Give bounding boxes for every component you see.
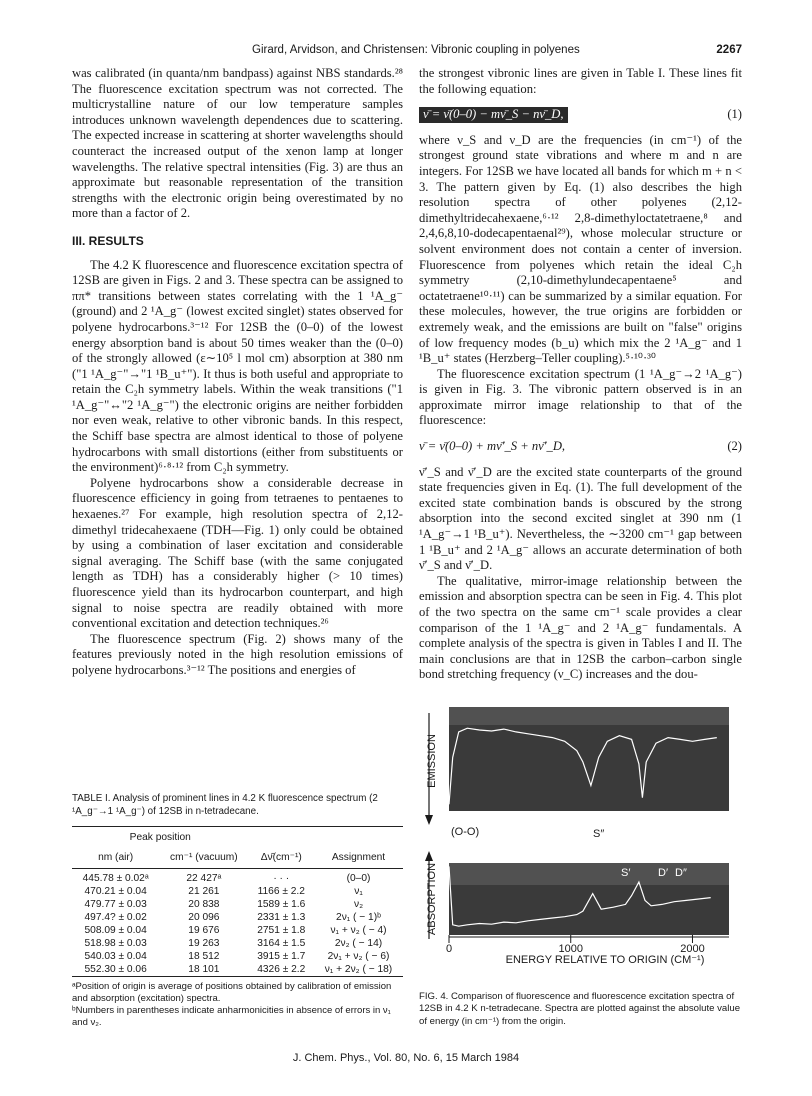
figure-caption: FIG. 4. Comparison of fluorescence and fluorescence excitation spectra of 12SB in 4.2 K n-tetradecane. Spectra are plotted against the absolute value of energy (in cm⁻¹) from the origin. <box>419 991 741 1027</box>
page-number: 2267 <box>716 44 742 56</box>
absorption-arrow-icon <box>425 851 433 861</box>
figure-4 <box>419 703 742 1028</box>
right-column <box>419 66 742 683</box>
figure-4-plot <box>419 703 742 978</box>
paragraph: the strongest vibronic lines are given in Table I. These lines fit the following equation: <box>419 66 742 96</box>
table-cell: 2751 ± 1.8 <box>257 925 306 936</box>
table-cell: ν₁ + ν₂ ( − 4) <box>330 925 387 936</box>
running-title: Girard, Arvidson, and Christensen: Vibronic coupling in polyenes <box>252 44 580 56</box>
column-header: nm (air) <box>98 852 134 863</box>
table-row <box>72 950 403 963</box>
table-cell: 18 512 <box>188 951 220 962</box>
x-tick-label: 2000 <box>680 943 705 955</box>
data-table <box>72 826 403 977</box>
table-group-header: Peak position <box>129 832 191 843</box>
table-cell: 470.21 ± 0.04 <box>84 886 147 897</box>
table-cell: 19 676 <box>188 925 220 936</box>
left-column <box>72 66 403 679</box>
paragraph: The fluorescence spectrum (Fig. 2) shows many of the features previously noted in the high resolution emissions of polyene hydrocarbons.³⁻¹² The positions and energies of <box>72 631 403 677</box>
origin-label: (O-O) <box>451 826 480 838</box>
paragraph: Polyene hydrocarbons show a considerable decrease in fluorescence efficiency in going from tetraenes to pentaenes to hexaenes.²⁷ For example, high resolution spectra of 2,12-dimethyl tridecahexaene (TDH—Fig. 1) only could be obtained by using a combination of laser excitation and considerable signal averaging. The Schiff base (with the same conjugated length as TDH) has a considerably higher (> 10 times) fluorescence yield than its hydrocarbon counterpart, and high signal to noise spectra are readily obtained with more conventional excitation and detection techniques.²⁶ <box>72 475 403 631</box>
equation-2-number: (2) <box>727 439 742 454</box>
absorption-label: ABSORPTION <box>426 862 438 936</box>
table-cell: 552.30 ± 0.06 <box>84 964 147 975</box>
table-row <box>72 924 403 937</box>
table-cell: ν₁ + 2ν₂ ( − 18) <box>324 964 393 975</box>
table-cell: 22 427ᵃ <box>186 873 222 884</box>
peak-label-d-double: D″ <box>675 867 687 879</box>
emission-label: EMISSION <box>426 734 438 788</box>
equation-1 <box>419 107 742 123</box>
peak-label-s-double: S″ <box>593 828 605 840</box>
table-cell: 2331 ± 1.3 <box>257 912 306 923</box>
table-cell: 2ν₁ + ν₂ ( − 6) <box>327 951 390 962</box>
paragraph: was calibrated (in quanta/nm bandpass) against NBS standards.²⁸ The fluorescence excitation spectrum was not corrected. The multicrystalline nature of our low temperature samples introduces unknown wavelength dependences due to scattering. The expected increase in scattering at shorter wavelengths should counteract the increased output of the xenon lamp at longer wavelengths. The relative spectral intensities (Fig. 3) are thus an approximate but reasonable representation of the transition strengths with the electronic origin being overestimated by no more than a factor of 2. <box>72 66 403 221</box>
table-row <box>72 937 403 950</box>
table-footnote-a: ᵃPosition of origin is average of positions obtained by calibration of emission and absorption (excitation) spectra. <box>72 981 392 1004</box>
table-cell: 1166 ± 2.2 <box>257 886 305 897</box>
table-cell: 18 101 <box>188 964 220 975</box>
table-cell: 479.77 ± 0.03 <box>84 899 147 910</box>
table-row <box>72 885 403 898</box>
paragraph: where ν_S and ν_D are the frequencies (in cm⁻¹) of the strongest ground state vibrations and where m and n are integers. For 12SB we have located all bands for which m + n < 3. The pattern given by Eq. (1) also describes the high resolution spectra of other polyenes (2,12-dimethyltridecahexaene,⁶·¹² 2,8-dimethyloctatetraene,⁸ and 2,4,6,8,10-dodecapentaenal²⁹), whose molecular structure or solvent environment does not contain a center of inversion. Fluorescence from polyenes which retain the ideal C₂h symmetry (2,10-dimethylundecapentaene⁵ and octatetraene¹⁰·¹¹) can be summarized by a similar equation. For these molecules, however, the true origins are forbidden or extremely weak, and the emissions are built on "false" origins of low frequency modes (b_u) which mix the 2 ¹A_g⁻ and 1 ¹B_u⁺ states (Herzberg–Teller coupling).⁵·¹⁰·³⁰ <box>419 132 742 366</box>
column-header: Δν̄(cm⁻¹) <box>260 852 302 863</box>
x-axis <box>446 935 729 955</box>
table-cell: 19 263 <box>188 938 220 949</box>
table-cell: 20 838 <box>188 899 220 910</box>
column-header: Assignment <box>331 852 386 863</box>
table-row <box>72 911 403 924</box>
peak-label-d-prime: D′ <box>658 867 669 879</box>
journal-footer: J. Chem. Phys., Vol. 80, No. 6, 15 March 1984 <box>292 1052 520 1064</box>
table-caption: TABLE I. Analysis of prominent lines in 4.2 K fluorescence spectrum (2 ¹A_g⁻→1 ¹A_g⁻) of 12SB in n-tetradecane. <box>72 793 378 817</box>
table-cell: 4326 ± 2.2 <box>257 964 306 975</box>
table-block <box>72 793 403 1029</box>
paragraph: The 4.2 K fluorescence and fluorescence excitation spectra of 12SB are given in Figs. 2 and 3. These spectra can be assigned to ππ* transitions between states correlating with the 1 ¹A_g⁻ (ground) and 2 ¹A_g⁻ (lowest excited singlet) states observed for polyene hydrocarbons.³⁻¹² For 12SB the (0–0) of the lowest energy absorption band is about 50 times weaker than the (0–0) of the strongly allowed (ε∼10⁵ l mol cm) absorption at 380 nm ("1 ¹A_g⁻"→"1 ¹B_u⁺"). It thus is both useful and appropriate to retain the C₂h symmetry labels. Within the weak transitions ("1 ¹A_g⁻"↔"2 ¹A_g⁻") the electronic origins are neither forbidden nor even weak, relative to other vibronic bands. In this respect, the Schiff base spectra are almost identical to those of polyene hydrocarbons with small distortions (either from substituents or the environment)⁶·⁸·¹² from C₂h symmetry. <box>72 257 403 475</box>
table-cell: ν₁ <box>354 886 363 897</box>
table-cell: 445.78 ± 0.02ᵃ <box>82 873 149 884</box>
paragraph: The fluorescence excitation spectrum (1 ¹A_g⁻→2 ¹A_g⁻) is given in Fig. 3. The vibronic pattern observed is in an approximate mirror image relationship to that of the fluorescence: <box>419 366 742 428</box>
table-cell: 21 261 <box>188 886 220 897</box>
table-cell: 3164 ± 1.5 <box>257 938 306 949</box>
table-footnote-b: ᵇNumbers in parentheses indicate anharmonicities in absence of errors in ν₁ and ν₂. <box>72 1005 391 1028</box>
table-cell: ν₂ <box>353 899 364 910</box>
column-header: cm⁻¹ (vacuum) <box>170 852 238 863</box>
peak-label-s-prime: S′ <box>621 867 631 879</box>
table-cell: 2ν₂ ( − 14) <box>334 938 383 949</box>
equation-2 <box>419 439 742 455</box>
paragraph: ν̄′_S and ν̄′_D are the excited state counterparts of the ground state frequencies given in Eq. (1). The full development of the excited state combination bands is obscured by the strong absorption into the second excited singlet at 390 nm (1 ¹A_g⁻→1 ¹B_u⁺). Nevertheless, the ∼3200 cm⁻¹ gap between 1 ¹B_u⁺ and 2 ¹A_g⁻ allows an accurate determination of both ν̄′_S and ν̄′_D. <box>419 464 742 573</box>
table-cell: 1589 ± 1.6 <box>257 899 306 910</box>
table-cell: 2ν₁ ( − 1)ᵇ <box>336 912 381 923</box>
equation-1-number: (1) <box>727 107 742 122</box>
table-cell: 20 096 <box>188 912 220 923</box>
table-cell: 508.09 ± 0.04 <box>84 925 147 936</box>
table-cell: · · · <box>273 873 290 884</box>
x-tick-label: 0 <box>445 943 453 955</box>
paragraph: The qualitative, mirror-image relationship between the emission and absorption spectra can be seen in Fig. 4. This plot of the two spectra on the same cm⁻¹ scale provides a clear comparison of the 1 ¹A_g⁻ and 2 ¹A_g⁻ fundamentals. A complete analysis of the spectra is given in Tables I and II. The main conclusions are that in 12SB the carbon–carbon single bond stretching frequency (ν_C) increases and the dou- <box>419 573 742 682</box>
table-cell: (0–0) <box>346 873 371 884</box>
table-body <box>72 869 403 977</box>
table-row <box>72 898 403 911</box>
emission-arrow-icon <box>425 815 433 825</box>
equation-1-body: ν̄ = ν̄(0–0) − mν̄_S − nν̄_D, <box>419 107 568 123</box>
table-cell: 540.03 ± 0.04 <box>84 951 147 962</box>
equation-2-body: ν̄ = ν̄(0–0) + mν̄′_S + nν̄′_D, <box>419 439 566 454</box>
table-cell: 3915 ± 1.7 <box>257 951 306 962</box>
table-row <box>72 869 403 886</box>
section-heading: III. RESULTS <box>72 233 144 248</box>
table-cell: 518.98 ± 0.03 <box>84 938 147 949</box>
table-cell: 497.4? ± 0.02 <box>84 912 147 923</box>
x-axis-label: ENERGY RELATIVE TO ORIGIN (CM⁻¹) <box>505 954 705 966</box>
table-row <box>72 963 403 977</box>
x-tick-label: 1000 <box>558 943 583 955</box>
